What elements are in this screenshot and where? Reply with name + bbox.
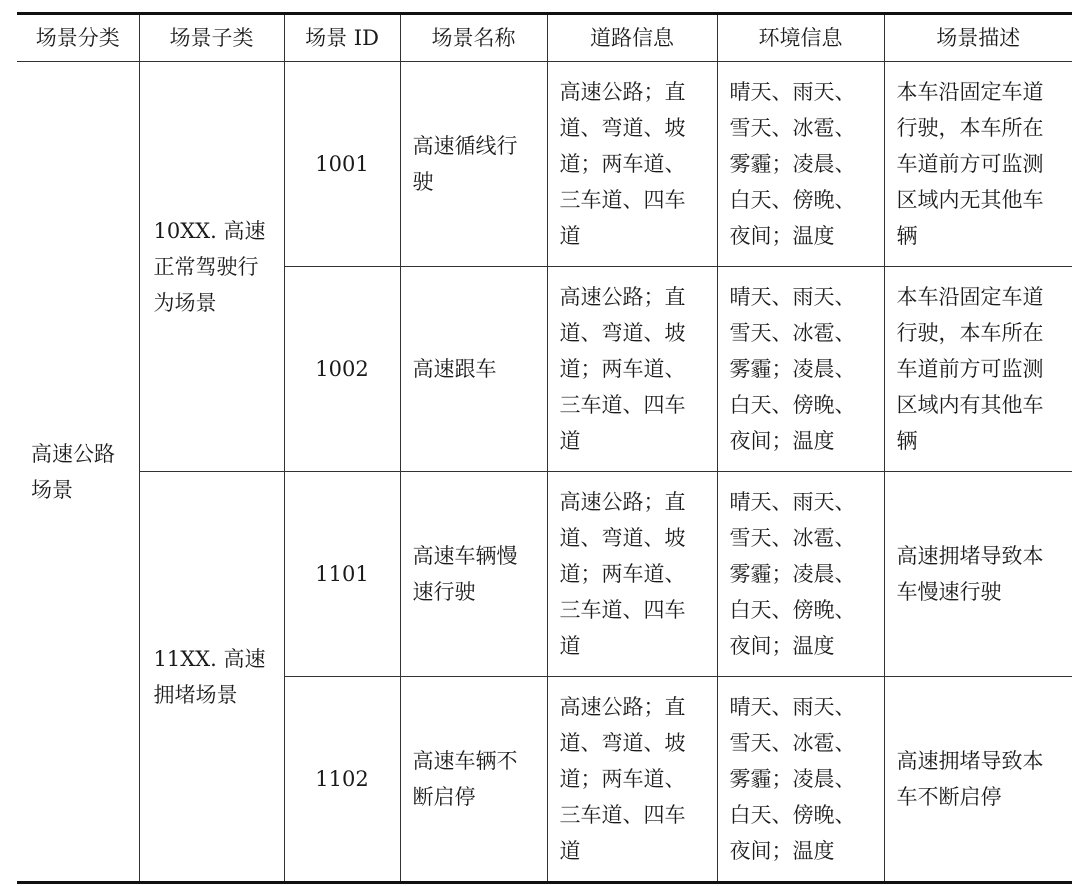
table-body xyxy=(17,62,1072,883)
header-category: 场景分类 xyxy=(17,14,139,62)
description-cell: 本车沿固定车道行驶，本车所在车道前方可监测区域内有其他车辆 xyxy=(884,267,1072,472)
subcategory-label: 11XX. 高速拥堵场景 xyxy=(153,646,266,707)
header-description: 场景描述 xyxy=(884,14,1072,62)
scenario-name-cell: 高速跟车 xyxy=(400,267,547,472)
subcategory-label: 10XX. 高速正常驾驶行为场景 xyxy=(153,218,266,315)
scenario-name-cell: 高速循线行驶 xyxy=(400,62,547,267)
table-row xyxy=(17,472,1072,677)
subcategory-cell xyxy=(139,472,284,883)
scenario-id-cell: 1101 xyxy=(284,472,400,677)
header-scenario-id: 场景 ID xyxy=(284,14,400,62)
header-env-info: 环境信息 xyxy=(717,14,884,62)
road-info-cell: 高速公路；直道、弯道、坡道；两车道、三车道、四车道 xyxy=(547,62,717,267)
table-row xyxy=(17,62,1072,267)
road-info-cell: 高速公路；直道、弯道、坡道；两车道、三车道、四车道 xyxy=(547,267,717,472)
scenario-id-cell: 1102 xyxy=(284,677,400,883)
env-info-cell: 晴天、雨天、雪天、冰雹、雾霾；凌晨、白天、傍晚、夜间；温度 xyxy=(717,677,884,883)
env-info-cell: 晴天、雨天、雪天、冰雹、雾霾；凌晨、白天、傍晚、夜间；温度 xyxy=(717,267,884,472)
table-header xyxy=(17,14,1072,62)
description-cell: 高速拥堵导致本车慢速行驶 xyxy=(884,472,1072,677)
description-cell: 高速拥堵导致本车不断启停 xyxy=(884,677,1072,883)
category-label: 高速公路场景 xyxy=(31,441,115,502)
header-subcategory: 场景子类 xyxy=(139,14,284,62)
description-cell: 本车沿固定车道行驶，本车所在车道前方可监测区域内无其他车辆 xyxy=(884,62,1072,267)
env-info-cell: 晴天、雨天、雪天、冰雹、雾霾；凌晨、白天、傍晚、夜间；温度 xyxy=(717,62,884,267)
scenario-id-cell: 1002 xyxy=(284,267,400,472)
road-info-cell: 高速公路；直道、弯道、坡道；两车道、三车道、四车道 xyxy=(547,677,717,883)
scenario-name-cell: 高速车辆慢速行驶 xyxy=(400,472,547,677)
scenario-table xyxy=(17,12,1072,884)
env-info-cell: 晴天、雨天、雪天、冰雹、雾霾；凌晨、白天、傍晚、夜间；温度 xyxy=(717,472,884,677)
header-road-info: 道路信息 xyxy=(547,14,717,62)
header-scenario-name: 场景名称 xyxy=(400,14,547,62)
header-row xyxy=(17,14,1072,62)
scenario-table-container xyxy=(17,12,1072,884)
scenario-name-cell: 高速车辆不断启停 xyxy=(400,677,547,883)
category-cell xyxy=(17,62,139,883)
road-info-cell: 高速公路；直道、弯道、坡道；两车道、三车道、四车道 xyxy=(547,472,717,677)
scenario-id-cell: 1001 xyxy=(284,62,400,267)
subcategory-cell xyxy=(139,62,284,472)
